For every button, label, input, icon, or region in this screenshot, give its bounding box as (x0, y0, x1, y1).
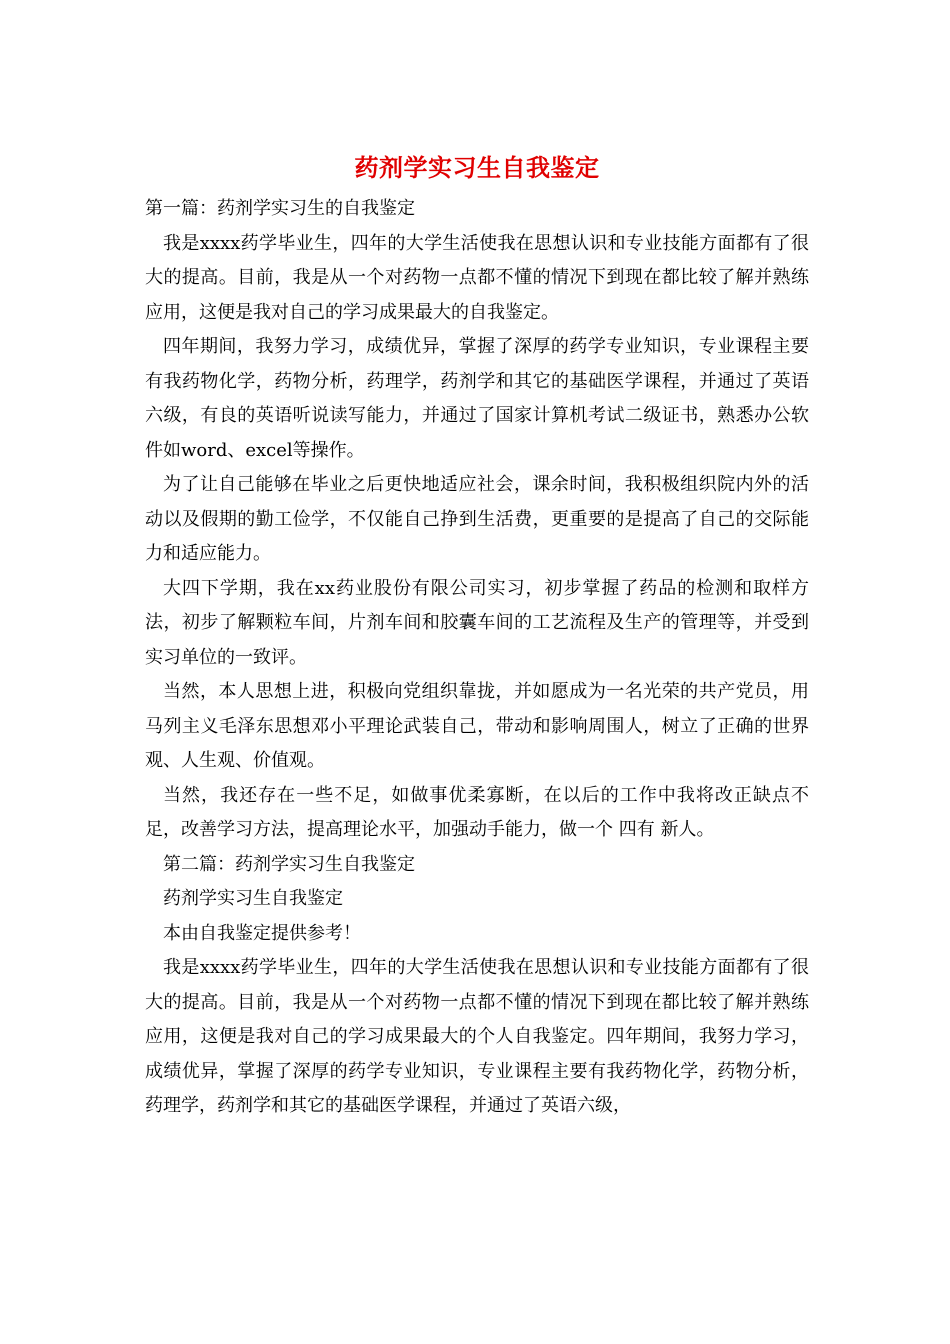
document-page (145, 148, 809, 1124)
section-1-paragraph: 四年期间，我努力学习，成绩优异，掌握了深厚的药学专业知识，专业课程主要有我药物化学，药物分析，药理学，药剂学和其它的基础医学课程，并通过了英语六级，有良的英语听说读写能力，并通过了国家计算机考试二级证书，熟悉办公软件如word、excel等操作。 (145, 336, 809, 461)
section-2-note: 本由自我鉴定提供参考！ (163, 922, 361, 944)
section-2-heading: 第二篇：药剂学实习生自我鉴定 (163, 853, 415, 875)
document-title: 药剂学实习生自我鉴定 (354, 153, 600, 182)
section-1-paragraph: 大四下学期，我在xx药业股份有限公司实习，初步掌握了药品的检测和取样方法，初步了解颗粒车间，片剂车间和胶囊车间的工艺流程及生产的管理等，并受到实习单位的一致评。 (145, 577, 809, 668)
section-1-paragraph: 为了让自己能够在毕业之后更快地适应社会，课余时间，我积极组织院内外的活动以及假期的勤工俭学，不仅能自己挣到生活费，更重要的是提高了自己的交际能力和适应能力。 (145, 474, 809, 564)
section-1-paragraph: 当然，本人思想上进，积极向党组织靠拢，并如愿成为一名光荣的共产党员，用马列主义毛泽东思想邓小平理论武装自己，带动和影响周围人，树立了正确的世界观、人生观、价值观。 (145, 681, 809, 771)
section-1-heading: 第一篇：药剂学实习生的自我鉴定 (145, 198, 415, 219)
section-1-paragraph: 我是xxxx药学毕业生，四年的大学生活使我在思想认识和专业技能方面都有了很大的提高。目前，我是从一个对药物一点都不懂的情况下到现在都比较了解并熟练应用，这便是我对自己的学习成果最大的自我鉴定。 (145, 232, 809, 323)
section-1-paragraph: 当然，我还存在一些不足，如做事优柔寡断，在以后的工作中我将改正缺点不足，改善学习方法，提高理论水平，加强动手能力，做一个 四有 新人。 (145, 784, 809, 840)
section-2-paragraph: 我是xxxx药学毕业生，四年的大学生活使我在思想认识和专业技能方面都有了很大的提高。目前，我是从一个对药物一点都不懂的情况下到现在都比较了解并熟练应用，这便是我对自己的学习成果最大的个人自我鉴定。四年期间，我努力学习，成绩优异，掌握了深厚的药学专业知识，专业课程主要有我药物化学，药物分析，药理学，药剂学和其它的基础医学课程，并通过了英语六级， (145, 957, 809, 1116)
section-2-subtitle: 药剂学实习生自我鉴定 (163, 888, 343, 909)
